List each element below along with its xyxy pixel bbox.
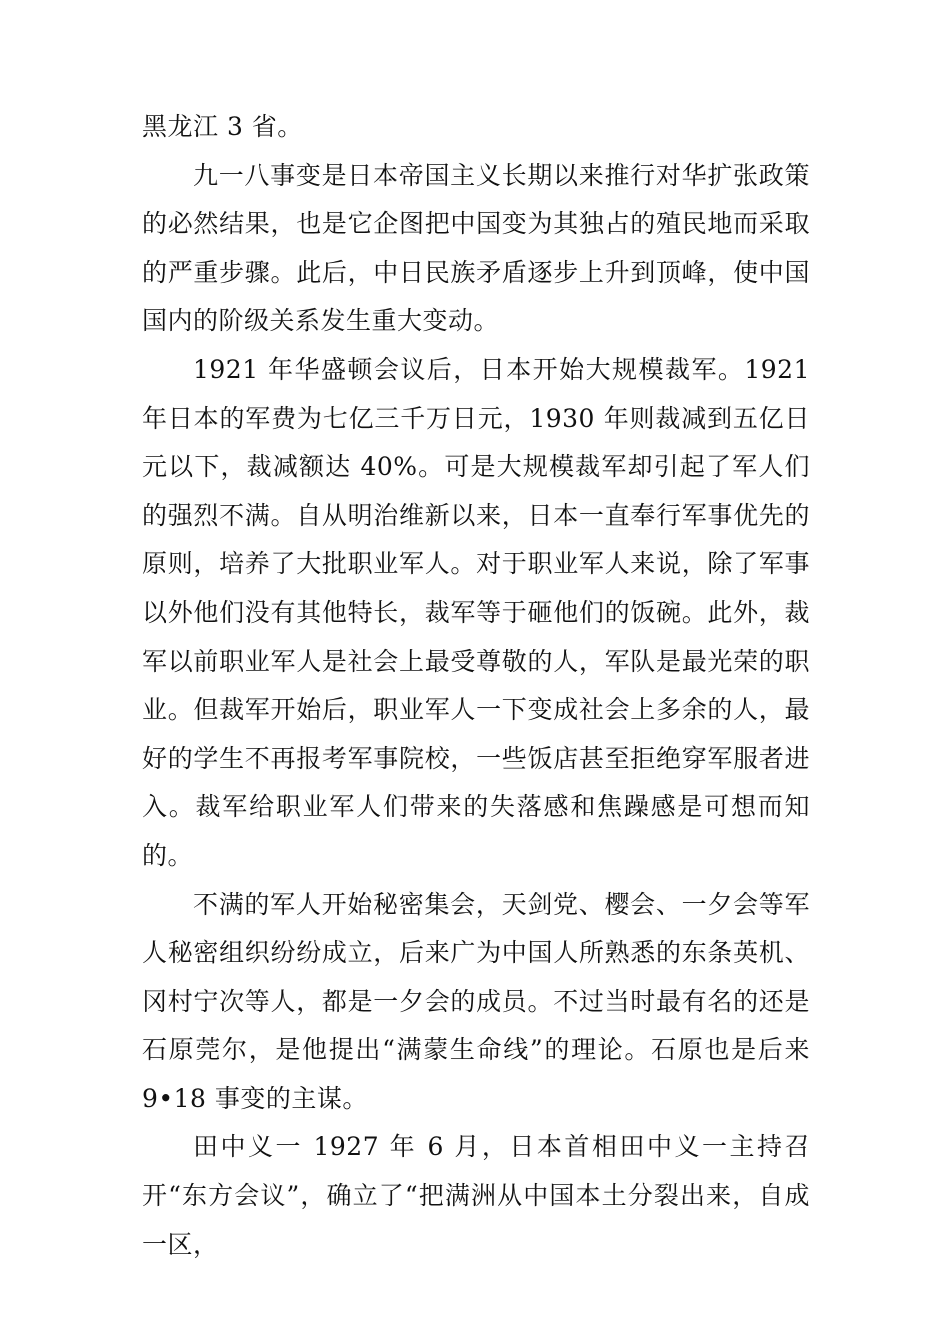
paragraph-eastern-conference: 田中义一 1927 年 6 月，日本首相田中义一主持召开“东方会议”，确立了“把满洲从中国本土分裂出来，自成一区， [142,1132,810,1259]
paragraph-incident-summary: 九一八事变是日本帝国主义长期以来推行对华扩张政策的必然结果，也是它企图把中国变为其独占的殖民地而采取的严重步骤。此后，中日民族矛盾逐步上升到顶峰，使中国国内的阶级关系发生重大变动。 [142,160,810,336]
paragraph-secret-societies: 不满的军人开始秘密集会，天剑党、樱会、一夕会等军人秘密组织纷纷成立，后来广为中国人所熟悉的东条英机、冈村宁次等人，都是一夕会的成员。不过当时最有名的还是石原莞尔，是他提出“满蒙生命线”的理论。石原也是后来 9•18 事变的主谋。 [142,889,810,1113]
document-body [142,103,810,1269]
paragraph-continuation: 黑龙江 3 省。 [142,112,303,141]
paragraph-disarmament: 1921 年华盛顿会议后，日本开始大规模裁军。1921 年日本的军费为七亿三千万日元，1930 年则裁减到五亿日元以下，裁减额达 40%。可是大规模裁军却引起了军人们的强烈不满。自从明治维新以来，日本一直奉行军事优先的原则，培养了大批职业军人。对于职业军人来说，除了军事以外他们没有其他特长，裁军等于砸他们的饭碗。此外，裁军以前职业军人是社会上最受尊敬的人，军队是最光荣的职业。但裁军开始后，职业军人一下变成社会上多余的人，最好的学生不再报考军事院校，一些饭店甚至拒绝穿军服者进入。裁军给职业军人们带来的失落感和焦躁感是可想而知的。 [142,354,810,870]
